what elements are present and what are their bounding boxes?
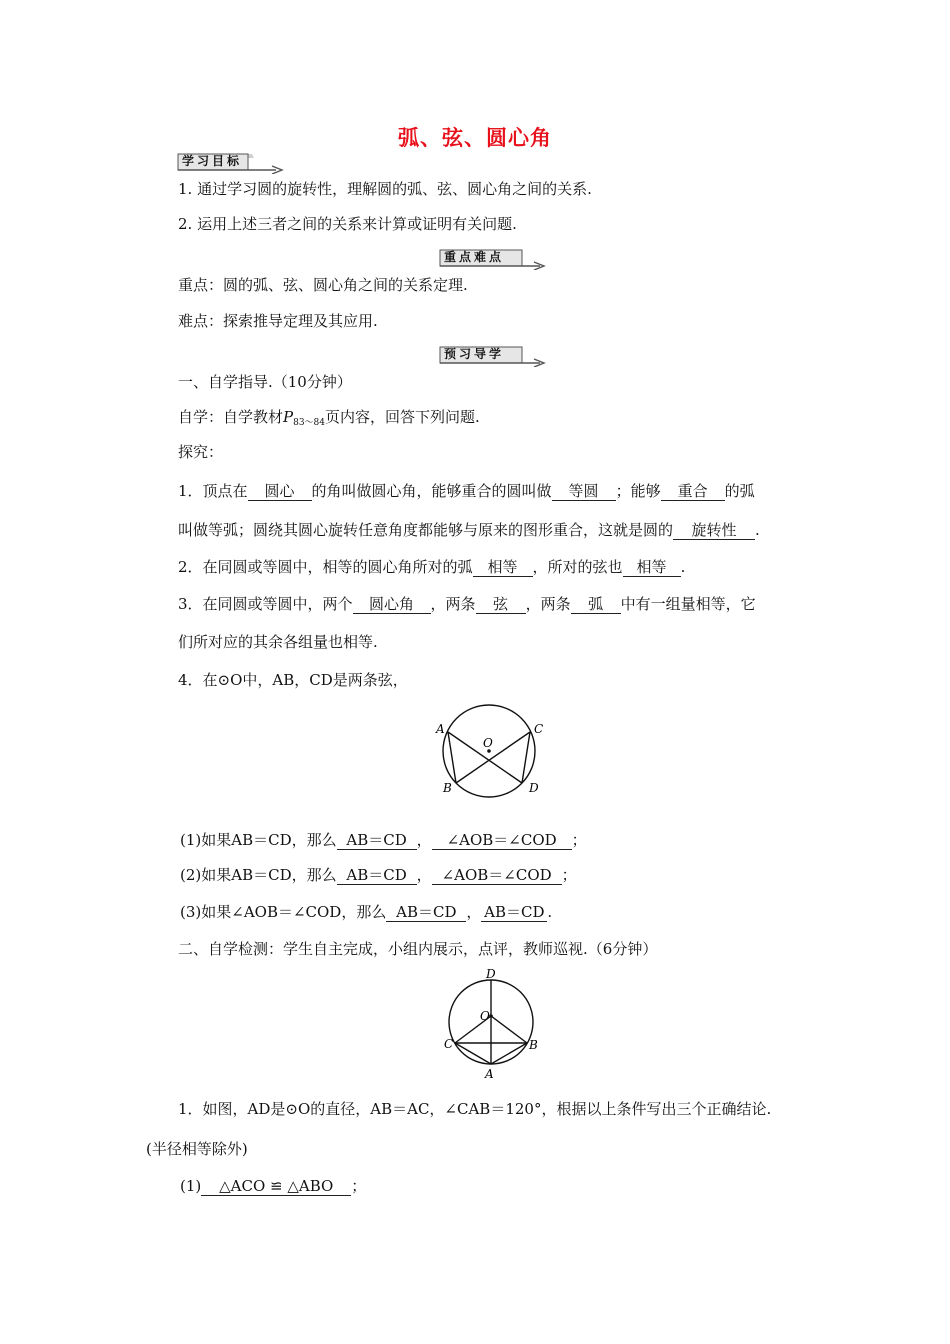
goals-badge [176,150,286,174]
goal-2: 2. 运用上述三者之间的关系来计算或证明有关问题. [178,215,517,233]
focus-point: 重点：圆的弧、弦、圆心角之间的关系定理. [178,276,468,294]
q3-line-1: 3．在同圆或等圆中，两个 圆心角 ，两条 弦 ，两条 弧 中有一组量相等，它 [178,595,756,613]
q1-line-2: 叫做等弧；圆绕其圆心旋转任意角度都能够与原来的图形重合，这就是圆的 旋转性 . [178,521,760,539]
fig1-label-a: A [436,722,445,736]
fig2-label-b: B [529,1038,538,1052]
sub1-line: (1)如果AB＝CD，那么 AB＝CD ， ∠AOB＝∠COD ； [180,831,587,849]
keypoints-badge-label: 重点难点 [444,250,505,264]
q3-answer-1: 圆心角 [353,595,431,614]
fig2-label-a: A [485,1067,494,1081]
q1-answer-4: 旋转性 [673,521,755,540]
section2-heading: 二、自学检测：学生自主完成，小组内展示，点评，教师巡视.（6分钟） [178,940,658,958]
figure-circle-chords [428,700,550,802]
sub2-answer-2: ∠AOB＝∠COD [432,866,562,885]
explore-label: 探究： [178,443,224,461]
fig2-label-c: C [444,1037,454,1051]
q3-line-2: 们所对应的其余各组量也相等. [178,633,378,651]
page-title: 弧、弦、圆心角 [398,126,552,150]
fig2-label-o: O [480,1009,490,1023]
sub3-answer-2: AB＝CD [481,903,547,922]
q1-answer-2: 等圆 [552,482,616,501]
sub3-answer-1: AB＝CD [386,903,466,922]
q1-answer-1: 圆心 [248,482,312,501]
section1-heading: 一、自学指导.（10分钟） [178,373,352,391]
sub2-line: (2)如果AB＝CD，那么 AB＝CD ， ∠AOB＝∠COD ； [180,866,577,884]
goal-1: 1. 通过学习圆的旋转性，理解圆的弧、弦、圆心角之间的关系. [178,180,592,198]
problem-1-note: (半径相等除外) [146,1140,248,1158]
q1-answer-3: 重合 [661,482,725,501]
fig1-label-c: C [534,722,544,736]
self-study-line: 自学：自学教材$P_{83\sim 84}$页内容，回答下列问题. [178,408,480,428]
sub1-answer-1: AB＝CD [337,831,417,850]
fig1-label-b: B [443,781,452,795]
q2-answer-2: 相等 [623,558,681,577]
sub1-answer-2: ∠AOB＝∠COD [432,831,572,850]
preview-badge-label: 预习导学 [444,347,505,361]
sub2-answer-1: AB＝CD [337,866,417,885]
sub3-line: (3)如果∠AOB＝∠COD，那么 AB＝CD ， AB＝CD . [180,903,553,921]
difficulty-point: 难点：探索推导定理及其应用. [178,312,378,330]
q2-line: 2．在同圆或等圆中，相等的圆心角所对的弧 相等 ，所对的弦也 相等 . [178,558,686,576]
answer-1-line: (1) △ACO ≌ △ABO ； [180,1177,367,1195]
q1-line-1: 1．顶点在 圆心 的角叫做圆心角，能够重合的圆叫做 等圆 ；能够 重合 的弧 [178,482,755,500]
problem-1: 1．如图，AD是⊙O的直径，AB＝AC，∠CAB＝120°，根据以上条件写出三个正确结论. [178,1100,772,1118]
q2-answer-1: 相等 [473,558,533,577]
preview-badge [438,343,548,367]
q3-answer-2: 弦 [476,595,526,614]
q3-answer-3: 弧 [571,595,621,614]
fig1-label-o: O [483,736,493,750]
figure-diameter-circle [440,964,544,1082]
fig1-label-d: D [529,781,539,795]
goals-badge-label: 学习目标 [182,154,243,168]
keypoints-badge [438,246,548,270]
fig2-label-d: D [486,967,496,981]
q4-line: 4．在⊙O中，AB，CD是两条弦， [178,671,408,689]
answer-1-value: △ACO ≌ △ABO [201,1177,351,1196]
